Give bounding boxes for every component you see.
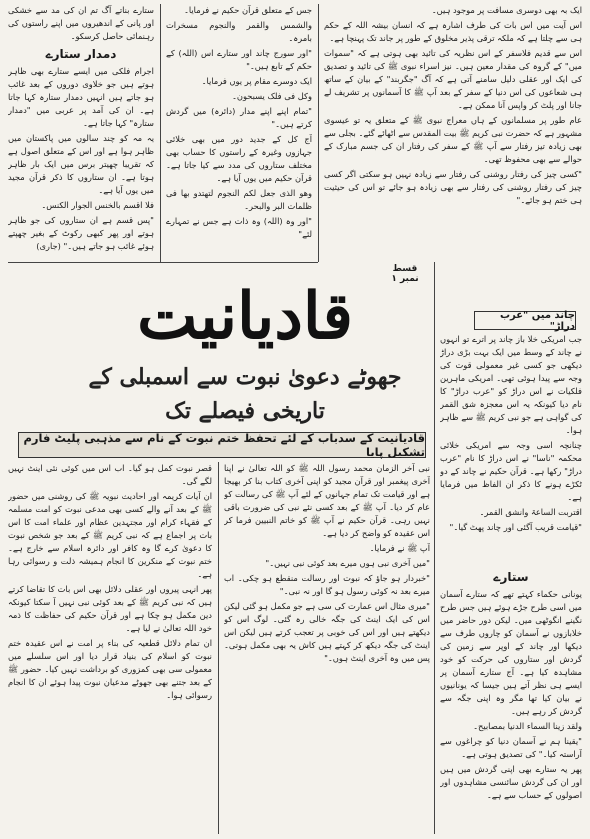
paragraph: "اور سورج چاند اور ستارے اس (اللہ) کے حکم کے تابع ہیں۔" (166, 48, 312, 71)
quote: اقتربت الساعۃ وانشق القمر۔ (479, 507, 582, 517)
paragraph: ایک بہ بھی دوسری مسافت پر موجود ہیں۔ (431, 5, 582, 15)
paragraph: یونانی حکماء کہتے تھے کہ ستارے آسمان میں اسی طرح جڑے ہوئے ہیں جس طرح نگینے انگوٹھی میں۔ لیکن دور حاضر میں خلابازوں نے آسمان کو چاروں طرف سے دیکھا اور چاند کے اوپر سے زمین کی گردش اور ستاروں کی حرکت کو خود مشاہدہ کیا ہے۔ آج ستارے آسمان پر ایسے ہی نظر آتے ہیں جیسا کہ یونانیوں نے بیان کیا تھا مگر وہ اپنی جگہ سے گردش کر رہے ہیں۔ (440, 589, 582, 716)
paragraph: پھر انہی پیروں اور عقلی دلائل بھی اس بات کا تقاضا کرتے ہیں کہ نبی کریم ﷺ کے بعد کوئی نبی نہیں آ سکتا کیونکہ دین مکمل ہو چکا ہے اور قرآن حکیم کی حفاظت کا ذمہ خود اللہ تعالیٰ نے لیا ہے۔ (8, 584, 212, 633)
quote: "میری مثال اس عمارت کی سی ہے جو مکمل ہو گئی لیکن اس کی ایک اینٹ کی جگہ خالی رہ گئی۔ لوگ اس کو دیکھتے ہیں اور اس کی خوبی پر تعجب کرتے ہیں لیکن اس اینٹ کی جگہ دیکھ کر کہتے ہیں کاش یہ بھی مکمل ہوتی۔ پس میں وہ آخری اینٹ ہوں۔" (224, 601, 430, 663)
column-divider (160, 4, 161, 262)
column-top-middle (166, 4, 312, 262)
column-middle-right (440, 333, 582, 563)
headline-subtitle: جھوٹے دعویٰ نبوت سے اسمبلی کے تاریخی فیصلے تک (88, 364, 402, 424)
paragraph: جب امریکی خلا باز چاند پر اترے تو انہوں نے چاند کے وسط میں ایک بہت بڑی دراڑ دیکھی جو کسی غیر معمولی قوت کی وجہ سے پیدا ہوئی تھی۔ امریکی ماہرین فلکیات نے اس دراڑ کو "عرب دراڑ" کا نام دیا کیونکہ یہ اس معجزہ شق القمر کی گواہی ہے جو نبی کریم ﷺ سے ظاہر ہوا۔ (440, 334, 582, 435)
paragraph: "تمام اپنے اپنے مدار (دائرہ) میں گردش کرتے ہیں۔" (166, 106, 312, 129)
column-bottom-right (440, 566, 582, 834)
headline-banner (62, 264, 428, 428)
paragraph: "اور وہ (اللہ) وہ ذات ہے جس نے تمہارے لئے" (166, 216, 312, 239)
paragraph: "کسی چیز کی رفتار روشنی کی رفتار سے زیادہ نہیں ہو سکتی اگر کسی چیز کی رفتار روشنی کی رفتار سے بھی زیادہ ہو جائے تو اس کی حیثیت ہی ختم ہو جائے۔" (324, 169, 582, 205)
paragraph: آج کل کے جدید دور میں بھی خلائی جہازوں وغیرہ کے راستوں کا حساب بھی مختلف ستاروں کی مدد سے کیا جاتا ہے۔ قرآن حکیم میں یوں آیا ہے۔ (166, 134, 312, 183)
paragraph: عام طور پر مسلمانوں کے ہاں معراج نبوی ﷺ کے متعلق یہ تو عیسوی مشہور ہے کہ حضرت نبی کریم ﷺ بیت المقدس سے اٹھائے گئے۔ بجلی سے بھی زیادہ تیز رفتار سے آپ ﷺ کے سفر کی رفتار ان کی جسم مبارک کے حوالے سے بھی محفوظ تھی۔ (324, 115, 582, 164)
quote: "خبردار ہو جاؤ کہ نبوت اور رسالت منقطع ہو چکی۔ اب میرے بعد نہ کوئی رسول ہو گا اور نہ نبی۔" (224, 573, 430, 596)
paragraph: "یقینا ہم نے آسمان دنیا کو چراغوں سے آراستہ کیا۔" کی تصدیق ہوتی ہے۔ (440, 736, 582, 759)
column-top-left (8, 4, 154, 262)
subheading: ستارے (493, 570, 529, 584)
paragraph: اس آیت میں اس بات کی طرف اشارہ ہے کہ انسان بیشہ اللہ کے حکم ہی سے چلتا ہے کہ ملکہ ترقی پذیر مخلوق کے طور پر جاند تک پہنچا ہے۔ (324, 20, 582, 43)
paragraph: ان تمام دلائل قطعیہ کی بناء پر امت نے اس عقیدہ ختم نبوت کو اسلام کی بنیاد قرار دیا اور اس سلسلے میں معمولی سی بھی کمزوری کو برداشت نہیں کیا۔ حضور ﷺ کے بعد جتنے بھی جھوٹے مدعیان نبوت پیدا ہوئے ان کا انجام رسوائی ہوا۔ (8, 638, 212, 700)
quote: فلا اقسم بالخنس الجوار الکنس۔ (41, 200, 154, 210)
headline-title: قادیانیت (137, 279, 353, 354)
paragraph: "قیامت قریب آگئی اور چاند پھٹ گیا۔" (449, 522, 582, 532)
paragraph: نبی آخر الزمان محمد رسول اللہ ﷺ کو اللہ تعالیٰ نے اپنا آخری پیغمبر اور قرآن مجید کو اپنی آخری کتاب بنا کر بھیجا ہے اور قیامت تک تمام جہانوں کے لئے آپ ﷺ کی رسالت کو عام کر دیا۔ آپ ﷺ کے بعد کسی نئے نبی کی ضرورت باقی نہیں رہی۔ قرآن حکیم نے آپ ﷺ کو خاتم النبیین فرما کر اس عقیدہ کو واضح کر دیا ہے۔ (224, 463, 430, 538)
column-bottom-left (8, 462, 212, 834)
paragraph: اس سے قدیم فلاسفر کے اس نظریہ کی تائید بھی ہوتی ہے کہ "سموات میں" کے گروہ کی مقدار معین ہیں۔ نیز اسراء نبوی ﷺ کی تائید و تصدیق کی ایک اور عقلی دلیل سامنے آتی ہے کہ آگ "جگربند" کے بیان کے ساتھ ہی شعاعوں کی اس دنیا کے سفر کے بعد آپ ﷺ کا آسمانوں پر تشریف لے جانا اور پلٹ کر واپس آنا ممکن ہے۔ (324, 48, 582, 110)
column-bottom-middle (224, 462, 430, 834)
quote: ولقد زینا السماء الدنیا بمصابیح۔ (473, 721, 582, 731)
quote: وکل فی فلک یسبحون۔ (232, 91, 312, 101)
paragraph: ایک دوسرے مقام پر یوں فرمایا۔ (201, 76, 312, 86)
column-divider (218, 462, 219, 834)
paragraph: پھر یہ ستارے بھی اپنی گردش میں ہیں اور ان کی گردش سائنسی مشاہدوں اور اصولوں کے حساب سے ہے۔ (440, 764, 582, 800)
paragraph: ان آیات کریمہ اور احادیث نبویہ ﷺ کی روشنی میں حضور ﷺ کے بعد آنے والے کسی بھی مدعی نبوت کو امت مسلمہ کے فقہاء کرام اور مجتہدین عظام اور علماء امت کا اس بات پر اجماع ہے کہ نبی کریم ﷺ کے بعد جو شخص نبوت کا دعویٰ کرے گا وہ کافر اور دائرہ اسلام سے خارج ہے۔ ختم نبوت کے منکرین کا انجام ہمیشہ ذلت و رسوائی رہا ہے۔ (8, 491, 212, 579)
strip-headline: قادیانیت کے سدباب کے لئے تحفظ ختم نبوت کے نام سے مذہبی پلیٹ فارم تشکیل پایا (18, 432, 426, 458)
paragraph: آپ ﷺ نے فرمایا۔ (369, 543, 430, 553)
quote: وھو الذی جعل لکم النجوم لتھتدو بھا فی ظلمات البر والبحر۔ (166, 188, 312, 211)
subheading-box: چاند میں "عرب دراڑ" (474, 311, 576, 330)
section-divider (8, 262, 318, 263)
paragraph: "پس قسم ہے ان ستاروں کی جو ظاہر ہوتے اور پھر کبھی رکوٹ کے بغیر چھپتے ہوئے غائب ہو جاتے ہیں۔" (جاری) (8, 215, 154, 251)
paragraph: یہ مہ کو چند سالوں میں پاکستان میں ظاہر ہوا ہے اور اس کے متعلق اصول ہے کہ تقریبا چھیتر برس میں ایک بار ظاہر ہوتا ہے۔ ان ستاروں کا ذکر قرآن مجید میں یوں آیا ہے۔ (8, 133, 154, 195)
episode-label: قسط نمبر ۱ (391, 264, 419, 284)
column-top-right (324, 4, 582, 304)
subheading: دمدار ستارے (45, 47, 117, 61)
column-divider (318, 4, 319, 262)
quote: "میں آخری نبی ہوں میرے بعد کوئی نبی نہیں۔" (265, 558, 430, 568)
paragraph: قصر نبوت کمل ہو گیا۔ اب اس میں کوئی نئی اینٹ نہیں لگے گی۔ (8, 463, 212, 486)
paragraph: ستارے بناتے آگ تم ان کی مد سے خشکی اور پانی کے اندھیروں میں اپنے راستوں کی رہنمائی حاصل کرسکو۔ (8, 5, 154, 41)
column-divider (434, 262, 435, 462)
paragraph: اجرام فلکی میں ایسے ستارے بھی ظاہر ہوتے ہیں جو خلاوی دوروں کے بعد غائب ہو جاتے ہیں انہیں دمدار ستارہ کہا جاتا ہے۔ ان کی آمد پر عربی میں "دمدار ستارہ" کہا جاتا ہے۔ (8, 66, 154, 128)
quote: والشمس والقمر والنجوم مسخرات بامرہ۔ (166, 20, 312, 43)
paragraph: چنانچہ اسی وجہ سے امریکی خلائی محکمہ "ناسا" نے اس دراڑ کا نام "عرب دراڑ" رکھا ہے۔ قرآن حکیم نے چاند کے دو ٹکڑے ہونے کا ذکر ان الفاظ میں فرمایا ہے۔ (440, 440, 582, 502)
column-divider (434, 462, 435, 834)
paragraph: جس کے متعلق قرآن حکیم نے فرمایا۔ (183, 5, 312, 15)
